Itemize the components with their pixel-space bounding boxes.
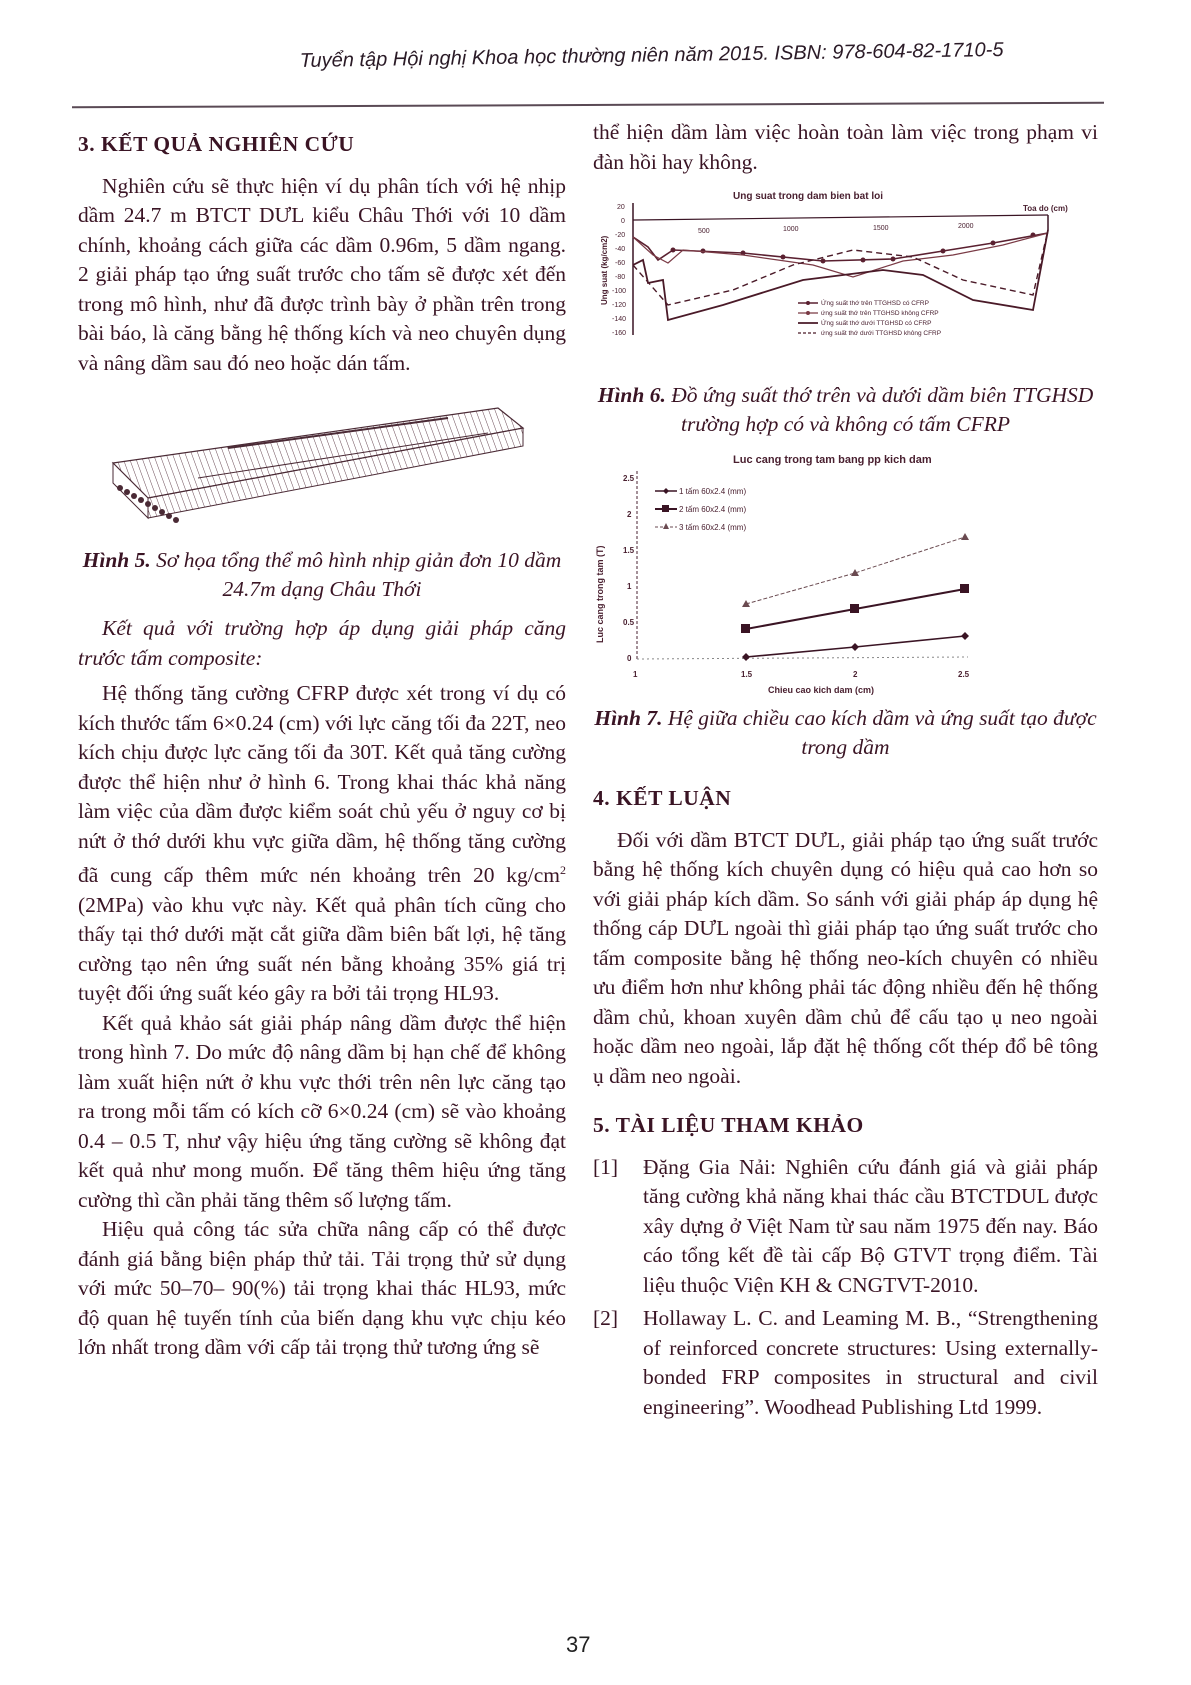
figure-5-bridge-model bbox=[78, 388, 566, 538]
reference-2: [2] Hollaway L. C. and Leaming M. B., “Strengthening of reinforced concrete structures: Using externally-bonded FRP composites in structural and civil engineering”. Woodhead Publishing Ltd 1999. bbox=[593, 1306, 1098, 1419]
page-number: 37 bbox=[566, 1632, 591, 1657]
svg-text:2.5: 2.5 bbox=[623, 474, 635, 483]
svg-text:-120: -120 bbox=[612, 302, 627, 309]
paragraph-conclusion: Đối với dầm BTCT DƯL, giải pháp tạo ứng suất trước bằng hệ thống kích chuyên dụng có hiệu quả cao hơn so với giải pháp kích dầm. So sánh với giải pháp áp dụng hệ thống cáp DƯL ngoài thì giải pháp tạo ứng suất trước cho tấm composite bằng hệ thống neo-kích chuyên có nhiều ưu điểm hơn như không phải tác động nhiều đến hệ thống dầm chủ, khoan xuyên dầm chủ để cấu tạo ụ neo ngoài hoặc dầm neo ngoài, lắp đặt hệ thống cốt thép đổ bê tông ụ dầm neo ngoài. bbox=[593, 827, 1098, 1088]
svg-text:2: 2 bbox=[853, 670, 858, 679]
figure-5-label: Hình 5. bbox=[82, 548, 151, 572]
legend-top-no-cfrp: ứng suất thớ trên TTGHSD không CFRP bbox=[821, 310, 939, 317]
chart-6-title: Ung suat trong dam bien bat loi bbox=[733, 191, 883, 202]
running-header: Tuyển tập Hội nghị Khoa học thường niên năm 2015. ISBN: 978-604-82-1710-5 bbox=[299, 38, 1004, 73]
paragraph-intro: Nghiên cứu sẽ thực hiện ví dụ phân tích với hệ nhịp dầm 24.7 m BTCT DƯL kiểu Châu Thới với 10 dầm chính, khoảng cách giữa các dầm 0.96m, 5 dầm ngang. 2 giải pháp tạo ứng suất trước cho tấm sẽ được xét đến trong mô hình, như đã được trình bày ở phần trên trong bài báo, là căng bằng hệ thống kích và neo chuyên dụng và nâng dầm sau đó neo hoặc dán tấm. bbox=[78, 173, 566, 375]
svg-text:-140: -140 bbox=[612, 316, 627, 323]
paragraph-cfrp: Hệ thống tăng cường CFRP được xét trong ví dụ có kích thước tấm 6×0.24 (cm) với lực căng tối đa 22T, neo kích chịu được lực căng tối đa 30T. Kết quả tăng cường được thể hiện như ở hình 6. Trong khai thác khả năng làm việc của dầm được kiểm soát chủ yếu ở nguy cơ bị nứt ở thớ dưới khu vực giữa dầm, hệ thống tăng cường đã cung cấp thêm mức nén khoảng trên 20 $kg/cm^2$ (2MPa) vào khu vực này. Kết quả phân tích cũng cho thấy tại thớ dưới mặt cắt giữa dầm biên bất lợi, hệ tăng cường tạo nên ứng suất nén bằng khoảng 35% giá trị tuyệt đối ứng suất kéo gây ra bởi tải trọng HL93. bbox=[78, 681, 566, 1006]
reference-1: [1] Đặng Gia Nải: Nghiên cứu đánh giá và giải pháp tăng cường khả năng khai thác cầu BTCTDUL được xây dựng ở Việt Nam từ sau năm 1975 đến nay. Báo cáo tổng kết đề tài cấp Bộ GTVT trọng điểm. Tài liệu thuộc Viện KH & CNGTVT-2010. bbox=[593, 1154, 1098, 1297]
svg-text:1000: 1000 bbox=[783, 226, 799, 233]
svg-text:2000: 2000 bbox=[958, 223, 974, 230]
legend-bottom-cfrp: Ứng suất thớ dưới TTGHSD có CFRP bbox=[821, 320, 932, 327]
bridge-deck-sketch-icon bbox=[78, 388, 566, 538]
paragraph-jacking: Kết quả khảo sát giải pháp nâng dầm được thể hiện trong hình 7. Do mức độ nâng dầm bị hạn chế để không làm xuất hiện nứt ở khu vực thới trên nên lực căng tạo ra trong mỗi tấm có kích cỡ 6×0.24 (cm) sẽ vào khoảng 0.4 – 0.5 T, như vậy hiệu ứng tăng cường sẽ không đạt kết quả như mong muốn. Để tăng thêm hiệu ứng tăng cường thì cần phải tăng thêm số lượng tấm. bbox=[78, 1010, 566, 1212]
svg-text:1: 1 bbox=[633, 670, 638, 679]
chart-6-ylabel: Ung suat (kg/cm2) bbox=[600, 235, 609, 305]
svg-text:0: 0 bbox=[627, 654, 632, 663]
svg-text:-80: -80 bbox=[615, 274, 626, 281]
force-line-chart bbox=[593, 443, 1073, 698]
chart-7-title: Luc cang trong tam bang pp kich dam bbox=[733, 454, 932, 466]
svg-text:1500: 1500 bbox=[873, 225, 889, 232]
figure-6-label: Hình 6. bbox=[597, 383, 666, 407]
section-4-title: 4. KẾT LUẬN bbox=[593, 786, 732, 810]
svg-text:1.5: 1.5 bbox=[623, 546, 635, 555]
figure-7-label: Hình 7. bbox=[594, 706, 663, 730]
svg-text:20: 20 bbox=[617, 204, 625, 211]
left-column bbox=[78, 130, 566, 1363]
legend-2-plates: 2 tấm 60x2.4 (mm) bbox=[679, 505, 747, 514]
svg-text:-20: -20 bbox=[615, 232, 626, 239]
header-rule bbox=[72, 102, 1104, 109]
section-5-title: 5. TÀI LIỆU THAM KHẢO bbox=[593, 1113, 864, 1137]
figure-7-force-chart bbox=[593, 443, 1098, 698]
svg-text:0.5: 0.5 bbox=[623, 618, 635, 627]
chart-6-xlabel: Toa do (cm) bbox=[1023, 204, 1068, 213]
svg-text:-160: -160 bbox=[612, 330, 627, 337]
chart-7-xlabel: Chieu cao kich dam (cm) bbox=[768, 685, 875, 695]
right-column bbox=[593, 118, 1098, 1422]
chart-7-ylabel: Luc cang trong tam (T) bbox=[595, 545, 605, 643]
svg-text:1: 1 bbox=[627, 582, 632, 591]
svg-text:-100: -100 bbox=[612, 288, 627, 295]
legend-1-plate: 1 tấm 60x2.4 (mm) bbox=[679, 487, 747, 496]
paragraph-load-test: Hiệu quả công tác sửa chữa nâng cấp có thể được đánh giá bằng biện pháp thử tải. Tải trọng thử sử dụng với mức 50–70– 90(%) tải trọng khai thác HL93, mức độ quan hệ tuyến tính của biến dạng khu vực chịu kéo lớn nhất trong dầm với cấp tải trọng thử tương ứng sẽ bbox=[78, 1217, 566, 1360]
figure-7-caption: Hình 7. Hệ giữa chiều cao kích dầm và ứng suất tạo được trong dầm bbox=[594, 706, 1097, 759]
svg-text:500: 500 bbox=[698, 228, 710, 235]
paragraph-continued: thể hiện dầm làm việc hoàn toàn làm việc trong phạm vi đàn hồi hay không. bbox=[593, 120, 1098, 174]
stress-line-chart bbox=[593, 185, 1073, 375]
legend-bottom-no-cfrp: ứng suất thớ dưới TTGHSD không CFRP bbox=[821, 330, 942, 337]
figure-6-caption: Hình 6. Đồ ứng suất thớ trên và dưới dầm biên TTGHSD trường hợp có và không có tấm CFRP bbox=[597, 383, 1094, 436]
legend-top-cfrp: Ứng suất thớ trên TTGHSD có CFRP bbox=[821, 300, 929, 307]
legend-3-plates: 3 tấm 60x2.4 (mm) bbox=[679, 523, 747, 532]
svg-text:-40: -40 bbox=[615, 246, 626, 253]
figure-5-caption: Hình 5. Sơ họa tổng thể mô hình nhịp giản đơn 10 dầm 24.7m dạng Châu Thới bbox=[82, 548, 562, 601]
figure-6-stress-chart bbox=[593, 185, 1098, 375]
svg-text:-60: -60 bbox=[615, 260, 626, 267]
svg-text:2.5: 2.5 bbox=[958, 670, 970, 679]
svg-text:0: 0 bbox=[621, 218, 625, 225]
svg-text:2: 2 bbox=[627, 510, 632, 519]
svg-text:1.5: 1.5 bbox=[741, 670, 753, 679]
italic-lead: Kết quả với trường hợp áp dụng giải pháp căng trước tấm composite: bbox=[78, 616, 566, 670]
section-3-title: 3. KẾT QUẢ NGHIÊN CỨU bbox=[78, 132, 355, 156]
